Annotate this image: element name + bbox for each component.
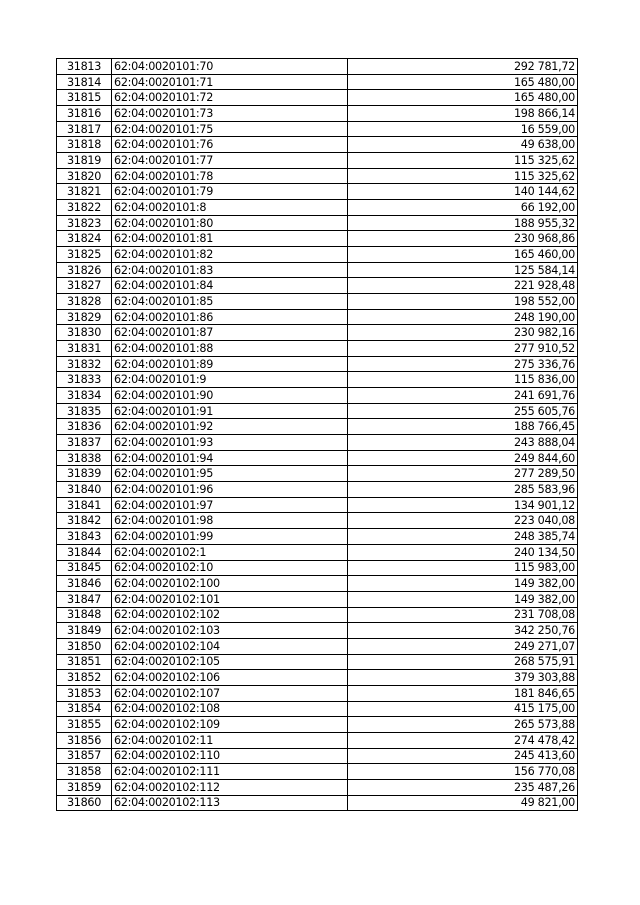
cadastral-value-cell: 188 955,32 [348,215,578,231]
cadastral-number-cell: 62:04:0020102:101 [112,591,348,607]
table-row [57,419,578,435]
cadastral-value-cell: 275 336,76 [348,356,578,372]
cadastral-number-cell: 62:04:0020101:73 [112,106,348,122]
row-number-cell: 31855 [57,717,112,733]
table-row [57,764,578,780]
table-row [57,184,578,200]
row-number-cell: 31854 [57,701,112,717]
table-row [57,576,578,592]
cadastral-number-cell: 62:04:0020101:77 [112,153,348,169]
cadastral-value-cell: 149 382,00 [348,576,578,592]
table-row [57,341,578,357]
row-number-cell: 31849 [57,623,112,639]
row-number-cell: 31860 [57,795,112,811]
row-number-cell: 31835 [57,403,112,419]
table-row [57,670,578,686]
row-number-cell: 31817 [57,121,112,137]
cadastral-number-cell: 62:04:0020101:92 [112,419,348,435]
row-number-cell: 31843 [57,529,112,545]
cadastral-number-cell: 62:04:0020102:104 [112,638,348,654]
table-row [57,168,578,184]
table-row [57,779,578,795]
cadastral-number-cell: 62:04:0020101:9 [112,372,348,388]
cadastral-value-cell: 248 385,74 [348,529,578,545]
cadastral-value-cell: 49 821,00 [348,795,578,811]
table-row [57,121,578,137]
row-number-cell: 31822 [57,200,112,216]
cadastral-value-cell: 248 190,00 [348,309,578,325]
table-row [57,654,578,670]
table-row [57,278,578,294]
table-row [57,200,578,216]
row-number-cell: 31830 [57,325,112,341]
cadastral-number-cell: 62:04:0020101:8 [112,200,348,216]
cadastral-value-cell: 49 638,00 [348,137,578,153]
cadastral-value-cell: 115 325,62 [348,153,578,169]
cadastral-number-cell: 62:04:0020101:90 [112,388,348,404]
cadastral-value-cell: 231 708,08 [348,607,578,623]
cadastral-number-cell: 62:04:0020101:86 [112,309,348,325]
row-number-cell: 31819 [57,153,112,169]
cadastral-number-cell: 62:04:0020102:108 [112,701,348,717]
row-number-cell: 31847 [57,591,112,607]
cadastral-value-cell: 274 478,42 [348,732,578,748]
cadastral-number-cell: 62:04:0020101:82 [112,247,348,263]
cadastral-value-cell: 249 844,60 [348,450,578,466]
row-number-cell: 31831 [57,341,112,357]
cadastral-number-cell: 62:04:0020101:94 [112,450,348,466]
cadastral-number-cell: 62:04:0020101:99 [112,529,348,545]
cadastral-value-cell: 342 250,76 [348,623,578,639]
row-number-cell: 31826 [57,262,112,278]
row-number-cell: 31813 [57,59,112,75]
row-number-cell: 31825 [57,247,112,263]
row-number-cell: 31838 [57,450,112,466]
cadastral-value-cell: 223 040,08 [348,513,578,529]
cadastral-number-cell: 62:04:0020101:71 [112,74,348,90]
cadastral-number-cell: 62:04:0020102:106 [112,670,348,686]
cadastral-number-cell: 62:04:0020101:96 [112,482,348,498]
row-number-cell: 31836 [57,419,112,435]
cadastral-value-cell: 240 134,50 [348,544,578,560]
row-number-cell: 31842 [57,513,112,529]
cadastral-number-cell: 62:04:0020102:11 [112,732,348,748]
table-row [57,356,578,372]
row-number-cell: 31816 [57,106,112,122]
row-number-cell: 31850 [57,638,112,654]
row-number-cell: 31839 [57,466,112,482]
cadastral-number-cell: 62:04:0020101:88 [112,341,348,357]
cadastral-number-cell: 62:04:0020102:110 [112,748,348,764]
cadastral-value-cell: 165 480,00 [348,90,578,106]
cadastral-number-cell: 62:04:0020102:105 [112,654,348,670]
cadastral-value-cell: 277 289,50 [348,466,578,482]
cadastral-number-cell: 62:04:0020102:107 [112,685,348,701]
table-row [57,623,578,639]
cadastral-value-cell: 115 983,00 [348,560,578,576]
cadastral-value-cell: 292 781,72 [348,59,578,75]
cadastral-number-cell: 62:04:0020101:81 [112,231,348,247]
cadastral-value-cell: 165 460,00 [348,247,578,263]
cadastral-value-cell: 268 575,91 [348,654,578,670]
table-row [57,262,578,278]
cadastral-number-cell: 62:04:0020101:84 [112,278,348,294]
table-row [57,482,578,498]
table-row [57,106,578,122]
cadastral-number-cell: 62:04:0020101:95 [112,466,348,482]
cadastral-value-cell: 230 982,16 [348,325,578,341]
cadastral-number-cell: 62:04:0020101:97 [112,497,348,513]
cadastral-number-cell: 62:04:0020101:83 [112,262,348,278]
row-number-cell: 31858 [57,764,112,780]
row-number-cell: 31818 [57,137,112,153]
cadastral-value-cell: 249 271,07 [348,638,578,654]
row-number-cell: 31828 [57,294,112,310]
row-number-cell: 31845 [57,560,112,576]
cadastral-value-cell: 245 413,60 [348,748,578,764]
cadastral-number-cell: 62:04:0020102:113 [112,795,348,811]
row-number-cell: 31848 [57,607,112,623]
table-row [57,74,578,90]
row-number-cell: 31834 [57,388,112,404]
table-row [57,325,578,341]
row-number-cell: 31837 [57,435,112,451]
row-number-cell: 31856 [57,732,112,748]
row-number-cell: 31851 [57,654,112,670]
cadastral-number-cell: 62:04:0020102:103 [112,623,348,639]
cadastral-number-cell: 62:04:0020101:70 [112,59,348,75]
row-number-cell: 31840 [57,482,112,498]
row-number-cell: 31853 [57,685,112,701]
cadastral-value-cell: 277 910,52 [348,341,578,357]
table-row [57,544,578,560]
cadastral-value-cell: 221 928,48 [348,278,578,294]
table-row [57,450,578,466]
table-row [57,388,578,404]
cadastral-value-cell: 265 573,88 [348,717,578,733]
cadastral-number-cell: 62:04:0020101:93 [112,435,348,451]
cadastral-value-cell: 66 192,00 [348,200,578,216]
table-row [57,59,578,75]
table-row [57,137,578,153]
table-row [57,309,578,325]
row-number-cell: 31844 [57,544,112,560]
cadastral-value-cell: 134 901,12 [348,497,578,513]
cadastral-number-cell: 62:04:0020101:76 [112,137,348,153]
table-row [57,685,578,701]
cadastral-number-cell: 62:04:0020102:112 [112,779,348,795]
row-number-cell: 31857 [57,748,112,764]
table-row [57,529,578,545]
cadastral-number-cell: 62:04:0020101:91 [112,403,348,419]
row-number-cell: 31841 [57,497,112,513]
table-row [57,294,578,310]
cadastral-value-cell: 379 303,88 [348,670,578,686]
cadastral-value-cell: 230 968,86 [348,231,578,247]
cadastral-number-cell: 62:04:0020102:1 [112,544,348,560]
table-row [57,215,578,231]
cadastral-number-cell: 62:04:0020101:80 [112,215,348,231]
cadastral-value-cell: 181 846,65 [348,685,578,701]
table-row [57,638,578,654]
cadastral-number-cell: 62:04:0020101:72 [112,90,348,106]
cadastral-number-cell: 62:04:0020101:87 [112,325,348,341]
cadastral-number-cell: 62:04:0020102:100 [112,576,348,592]
cadastre-value-table [56,58,578,811]
table-row [57,435,578,451]
table-row [57,153,578,169]
table-row [57,717,578,733]
table-row [57,372,578,388]
cadastral-number-cell: 62:04:0020101:89 [112,356,348,372]
cadastral-value-cell: 255 605,76 [348,403,578,419]
cadastral-number-cell: 62:04:0020101:79 [112,184,348,200]
table-row [57,403,578,419]
table-row [57,701,578,717]
row-number-cell: 31820 [57,168,112,184]
cadastral-value-cell: 188 766,45 [348,419,578,435]
table-row [57,560,578,576]
cadastral-number-cell: 62:04:0020101:78 [112,168,348,184]
cadastral-value-cell: 16 559,00 [348,121,578,137]
cadastral-value-cell: 198 552,00 [348,294,578,310]
cadastral-number-cell: 62:04:0020102:109 [112,717,348,733]
table-row [57,732,578,748]
cadastral-number-cell: 62:04:0020101:75 [112,121,348,137]
cadastral-number-cell: 62:04:0020101:98 [112,513,348,529]
row-number-cell: 31823 [57,215,112,231]
table-row [57,247,578,263]
cadastral-value-cell: 243 888,04 [348,435,578,451]
cadastral-value-cell: 156 770,08 [348,764,578,780]
cadastral-number-cell: 62:04:0020101:85 [112,294,348,310]
row-number-cell: 31859 [57,779,112,795]
row-number-cell: 31815 [57,90,112,106]
cadastral-value-cell: 115 836,00 [348,372,578,388]
table-row [57,607,578,623]
table-row [57,466,578,482]
cadastral-value-cell: 198 866,14 [348,106,578,122]
row-number-cell: 31846 [57,576,112,592]
table-row [57,795,578,811]
cadastral-value-cell: 415 175,00 [348,701,578,717]
cadastral-value-cell: 285 583,96 [348,482,578,498]
cadastral-value-cell: 235 487,26 [348,779,578,795]
cadastral-value-cell: 165 480,00 [348,74,578,90]
table-body [57,59,578,811]
cadastral-number-cell: 62:04:0020102:111 [112,764,348,780]
cadastral-number-cell: 62:04:0020102:102 [112,607,348,623]
row-number-cell: 31814 [57,74,112,90]
cadastral-number-cell: 62:04:0020102:10 [112,560,348,576]
cadastral-value-cell: 149 382,00 [348,591,578,607]
row-number-cell: 31827 [57,278,112,294]
table-row [57,231,578,247]
row-number-cell: 31832 [57,356,112,372]
row-number-cell: 31829 [57,309,112,325]
row-number-cell: 31824 [57,231,112,247]
cadastral-value-cell: 241 691,76 [348,388,578,404]
table-row [57,90,578,106]
cadastral-value-cell: 115 325,62 [348,168,578,184]
row-number-cell: 31821 [57,184,112,200]
table-row [57,497,578,513]
row-number-cell: 31852 [57,670,112,686]
row-number-cell: 31833 [57,372,112,388]
table-row [57,513,578,529]
cadastral-value-cell: 140 144,62 [348,184,578,200]
table-row [57,748,578,764]
cadastral-value-cell: 125 584,14 [348,262,578,278]
table-row [57,591,578,607]
